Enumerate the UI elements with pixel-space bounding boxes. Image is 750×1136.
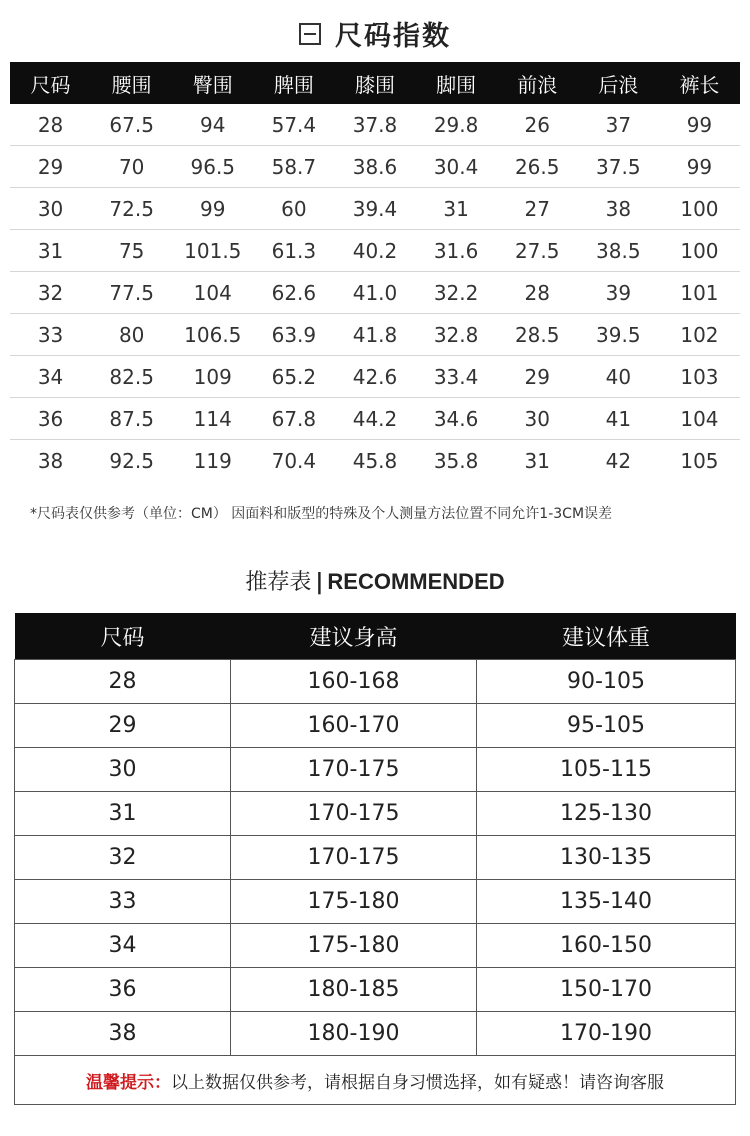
table-cell: 39.5 bbox=[578, 314, 659, 356]
table-cell: 38.5 bbox=[578, 230, 659, 272]
table-cell: 29 bbox=[497, 356, 578, 398]
table-cell: 99 bbox=[659, 146, 740, 188]
size-index-title bbox=[0, 14, 750, 53]
table-cell: 29 bbox=[10, 146, 91, 188]
table-cell: 104 bbox=[659, 398, 740, 440]
table-cell: 170-175 bbox=[231, 748, 477, 792]
table-cell: 70.4 bbox=[271, 448, 317, 473]
recommended-title bbox=[0, 565, 750, 596]
table-cell: 94 bbox=[172, 104, 253, 146]
table-cell: 65.2 bbox=[253, 356, 334, 398]
table-cell: 39.4 bbox=[334, 188, 415, 230]
recommended-title-en: RECOMMENDED bbox=[327, 569, 505, 594]
table-cell: 96.5 bbox=[172, 146, 253, 188]
size-index-header-row bbox=[10, 62, 740, 104]
table-cell: 32 bbox=[10, 272, 91, 314]
table-cell: 27 bbox=[497, 188, 578, 230]
table-row bbox=[15, 924, 736, 968]
table-cell: 31 bbox=[10, 230, 91, 272]
table-cell: 31.6 bbox=[416, 230, 497, 272]
table-cell: 99 bbox=[659, 104, 740, 146]
table-row bbox=[10, 146, 740, 188]
table-cell: 42.6 bbox=[334, 356, 415, 398]
size-index-table bbox=[10, 62, 740, 481]
table-cell: 29 bbox=[15, 704, 231, 748]
table-cell: 106.5 bbox=[172, 314, 253, 356]
table-cell: 180-190 bbox=[231, 1012, 477, 1056]
column-header-weight: 建议体重 bbox=[477, 613, 736, 660]
table-row bbox=[10, 230, 740, 272]
table-cell: 77.5 bbox=[91, 272, 172, 314]
table-cell: 30 bbox=[15, 748, 231, 792]
column-header-size: 尺码 bbox=[15, 613, 231, 660]
table-cell: 38.6 bbox=[334, 146, 415, 188]
table-cell: 150-170 bbox=[477, 968, 736, 1012]
table-cell: 27.5 bbox=[497, 230, 578, 272]
table-cell: 67.5 bbox=[91, 104, 172, 146]
table-cell: 44.2 bbox=[334, 398, 415, 440]
table-cell: 31 bbox=[416, 188, 497, 230]
table-cell: 101 bbox=[659, 272, 740, 314]
table-cell: 37 bbox=[578, 104, 659, 146]
table-cell: 41.0 bbox=[334, 272, 415, 314]
table-row bbox=[15, 704, 736, 748]
table-cell: 41.8 bbox=[334, 314, 415, 356]
table-cell: 62.6 bbox=[253, 272, 334, 314]
column-header-size: 尺码 bbox=[10, 62, 91, 104]
table-cell: 90-105 bbox=[477, 660, 736, 704]
recommended-title-cn: 推荐表 bbox=[245, 570, 312, 595]
table-cell: 160-150 bbox=[477, 924, 736, 968]
table-cell: 99 bbox=[172, 188, 253, 230]
table-cell: 26.5 bbox=[497, 146, 578, 188]
table-cell: 70 bbox=[91, 146, 172, 188]
table-cell: 109 bbox=[172, 356, 253, 398]
table-cell: 32 bbox=[15, 836, 231, 880]
table-cell: 170-175 bbox=[231, 836, 477, 880]
tip-row bbox=[15, 1056, 736, 1105]
table-cell: 33 bbox=[10, 314, 91, 356]
table-cell: 34 bbox=[15, 924, 231, 968]
column-header-thigh: 脾围 bbox=[253, 62, 334, 104]
table-cell: 180-185 bbox=[231, 968, 477, 1012]
table-cell: 28 bbox=[10, 104, 91, 146]
column-header-back-rise: 后浪 bbox=[578, 62, 659, 104]
table-cell: 33 bbox=[15, 880, 231, 924]
table-row bbox=[10, 188, 740, 230]
table-cell: 92.5 bbox=[109, 448, 154, 473]
column-header-height: 建议身高 bbox=[231, 613, 477, 660]
column-header-hip: 臀围 bbox=[172, 62, 253, 104]
table-cell: 32.2 bbox=[416, 272, 497, 314]
table-cell: 28.5 bbox=[497, 314, 578, 356]
table-cell: 114 bbox=[172, 398, 253, 440]
table-cell: 82.5 bbox=[91, 356, 172, 398]
table-cell: 31 bbox=[524, 448, 550, 473]
table-cell: 80 bbox=[91, 314, 172, 356]
table-cell: 37.8 bbox=[334, 104, 415, 146]
table-cell: 60 bbox=[253, 188, 334, 230]
table-row bbox=[10, 314, 740, 356]
table-row bbox=[15, 880, 736, 924]
table-cell: 38 bbox=[15, 1012, 231, 1056]
table-cell: 160-170 bbox=[231, 704, 477, 748]
table-cell: 36 bbox=[10, 398, 91, 440]
table-row bbox=[15, 836, 736, 880]
column-header-length: 裤长 bbox=[659, 62, 740, 104]
table-cell: 103 bbox=[659, 356, 740, 398]
table-cell: 102 bbox=[659, 314, 740, 356]
size-index-title-text: 尺码指数 bbox=[335, 21, 451, 52]
table-cell: 72.5 bbox=[91, 188, 172, 230]
table-cell: 37.5 bbox=[578, 146, 659, 188]
table-cell: 39 bbox=[578, 272, 659, 314]
column-header-knee: 膝围 bbox=[334, 62, 415, 104]
table-cell: 29.8 bbox=[416, 104, 497, 146]
table-cell: 41 bbox=[578, 398, 659, 440]
table-row bbox=[10, 272, 740, 314]
table-cell: 101.5 bbox=[172, 230, 253, 272]
table-row bbox=[10, 356, 740, 398]
table-row bbox=[10, 104, 740, 146]
table-cell: 34.6 bbox=[416, 398, 497, 440]
column-header-front-rise: 前浪 bbox=[497, 62, 578, 104]
table-cell: 31 bbox=[15, 792, 231, 836]
table-row bbox=[15, 792, 736, 836]
table-cell: 40.2 bbox=[334, 230, 415, 272]
table-cell: 87.5 bbox=[91, 398, 172, 440]
tip-text: 以上数据仅供参考，请根据自身习惯选择，如有疑惑！请咨询客服 bbox=[171, 1072, 664, 1093]
table-cell: 45.8 bbox=[352, 448, 398, 473]
column-header-waist: 腰围 bbox=[91, 62, 172, 104]
recommended-title-separator: | bbox=[315, 570, 324, 595]
table-cell: 36 bbox=[15, 968, 231, 1012]
tip-cell bbox=[15, 1056, 736, 1105]
table-cell: 135-140 bbox=[477, 880, 736, 924]
table-cell: 100 bbox=[659, 188, 740, 230]
table-cell: 40 bbox=[578, 356, 659, 398]
table-row bbox=[15, 968, 736, 1012]
table-cell: 32.8 bbox=[416, 314, 497, 356]
table-cell: 63.9 bbox=[253, 314, 334, 356]
recommended-table bbox=[14, 613, 736, 1105]
table-cell: 61.3 bbox=[253, 230, 334, 272]
table-cell: 38 bbox=[578, 188, 659, 230]
table-cell: 104 bbox=[172, 272, 253, 314]
table-cell: 26 bbox=[497, 104, 578, 146]
table-cell: 130-135 bbox=[477, 836, 736, 880]
table-row bbox=[10, 440, 740, 482]
table-cell: 75 bbox=[91, 230, 172, 272]
table-cell: 34 bbox=[10, 356, 91, 398]
recommended-header-row bbox=[15, 613, 736, 660]
table-cell: 42 bbox=[605, 448, 632, 473]
table-cell: 170-190 bbox=[477, 1012, 736, 1056]
table-cell: 170-175 bbox=[231, 792, 477, 836]
table-cell: 105 bbox=[680, 448, 719, 473]
table-cell: 35.8 bbox=[433, 448, 479, 473]
table-row bbox=[15, 660, 736, 704]
table-cell: 119 bbox=[193, 448, 232, 473]
table-row bbox=[15, 748, 736, 792]
table-cell: 28 bbox=[497, 272, 578, 314]
column-header-leg-opening: 脚围 bbox=[416, 62, 497, 104]
table-cell: 33.4 bbox=[416, 356, 497, 398]
table-cell: 28 bbox=[15, 660, 231, 704]
table-row bbox=[15, 1012, 736, 1056]
table-cell: 160-168 bbox=[231, 660, 477, 704]
table-cell: 58.7 bbox=[253, 146, 334, 188]
tip-label: 温馨提示： bbox=[86, 1072, 171, 1093]
table-cell: 175-180 bbox=[231, 880, 477, 924]
table-cell: 105-115 bbox=[477, 748, 736, 792]
table-cell: 67.8 bbox=[253, 398, 334, 440]
table-cell: 38 bbox=[37, 448, 64, 473]
table-cell: 95-105 bbox=[477, 704, 736, 748]
table-cell: 30.4 bbox=[416, 146, 497, 188]
table-row bbox=[10, 398, 740, 440]
table-cell: 125-130 bbox=[477, 792, 736, 836]
table-cell: 100 bbox=[659, 230, 740, 272]
size-table-note: *尺码表仅供参考（单位：CM） 因面料和版型的特殊及个人测量方法位置不同允许1-3CM误差 bbox=[30, 506, 613, 522]
table-cell: 57.4 bbox=[253, 104, 334, 146]
table-cell: 30 bbox=[10, 188, 91, 230]
table-cell: 30 bbox=[497, 398, 578, 440]
table-cell: 175-180 bbox=[231, 924, 477, 968]
minus-box-icon bbox=[299, 23, 321, 45]
